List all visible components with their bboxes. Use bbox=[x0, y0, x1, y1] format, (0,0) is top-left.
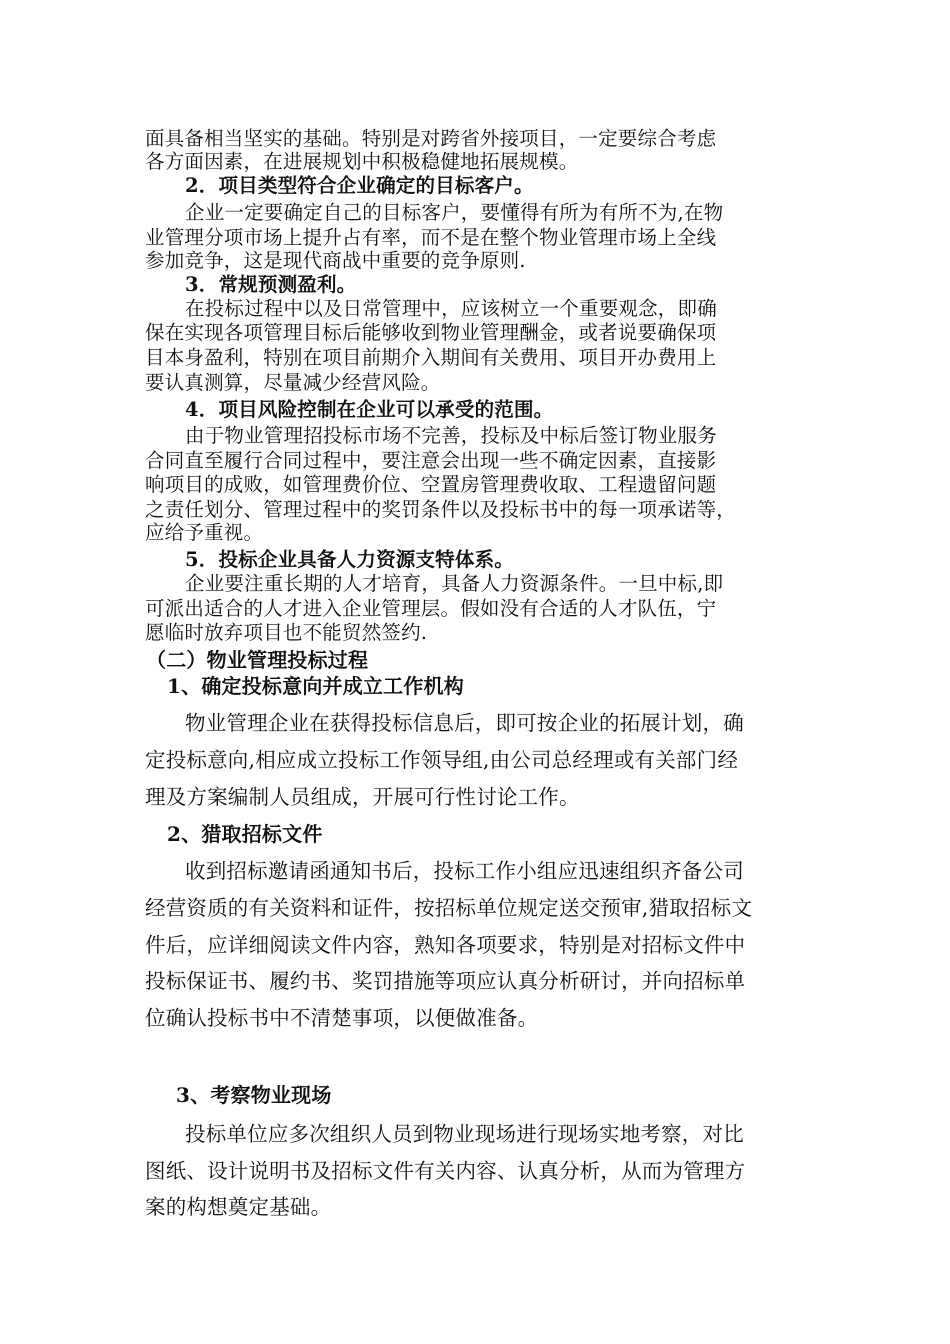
subsection-heading: 2、猎取招标文件 bbox=[167, 822, 323, 846]
text-line: 愿临时放弃项目也不能贸然签约. bbox=[145, 621, 428, 644]
text-line: 理及方案编制人员组成，开展可行性讨论工作。 bbox=[145, 785, 580, 809]
section-heading: 5．投标企业具备人力资源支特体系。 bbox=[185, 548, 514, 571]
text-line: 案的构想奠定基础。 bbox=[145, 1195, 332, 1219]
text-line: 由于物业管理招投标市场不完善，投标及中标后签订物业服务 bbox=[185, 424, 717, 447]
text-line: 目本身盈利，特别在项目前期介入期间有关费用、项目开办费用上 bbox=[145, 346, 717, 369]
text-line: 图纸、设计说明书及招标文件有关内容、认真分析，从而为管理方 bbox=[145, 1159, 746, 1183]
section-heading: 4．项目风险控制在企业可以承受的范围。 bbox=[185, 398, 554, 421]
text-line: 件后，应详细阅读文件内容，熟知各项要求，特别是对招标文件中 bbox=[145, 933, 746, 957]
text-line: 可派出适合的人才进入企业管理层。假如没有合适的人才队伍，宁 bbox=[145, 597, 717, 620]
section-heading: 2．项目类型符合企业确定的目标客户。 bbox=[185, 174, 534, 197]
text-line: 业管理分项市场上提升占有率，而不是在整个物业管理市场上全线 bbox=[145, 226, 717, 249]
text-line: 企业一定要确定自己的目标客户，要懂得有所为有所不为,在物 bbox=[185, 201, 724, 224]
text-line: 参加竞争，这是现代商战中重要的竞争原则. bbox=[145, 249, 526, 272]
text-line: 位确认投标书中不清楚事项，以便做准备。 bbox=[145, 1006, 539, 1030]
text-line: 收到招标邀请函通知书后，投标工作小组应迅速组织齐备公司 bbox=[185, 859, 744, 883]
text-line: 面具备相当坚实的基础。特别是对跨省外接项目，一定要综合考虑 bbox=[145, 127, 717, 150]
chapter-heading: （二）物业管理投标过程 bbox=[146, 648, 369, 672]
text-line: 应给予重视。 bbox=[145, 521, 264, 544]
text-line: 各方面因素，在进展规划中积极稳健地拓展规模。 bbox=[145, 150, 579, 173]
text-line: 合同直至履行合同过程中，要注意会出现一些不确定因素，直接影 bbox=[145, 449, 717, 472]
text-line: 要认真测算，尽量减少经营风险。 bbox=[145, 371, 441, 394]
text-line: 投标单位应多次组织人员到物业现场进行现场实地考察，对比 bbox=[185, 1122, 744, 1146]
subsection-heading: 1、确定投标意向并成立工作机构 bbox=[167, 674, 464, 698]
text-line: 定投标意向,相应成立投标工作领导组,由公司总经理或有关部门经 bbox=[145, 748, 739, 772]
text-line: 在投标过程中以及日常管理中，应该树立一个重要观念，即确 bbox=[185, 297, 717, 320]
text-line: 之责任划分、管理过程中的奖罚条件以及投标书中的每一项承诺等， bbox=[145, 498, 737, 521]
text-line: 经营资质的有关资料和证件，按招标单位规定送交预审,猎取招标文 bbox=[145, 896, 753, 920]
text-line: 物业管理企业在获得投标信息后，即可按企业的拓展计划，确 bbox=[185, 711, 744, 735]
text-line: 投标保证书、履约书、奖罚措施等项应认真分析研讨，并向招标单 bbox=[145, 969, 746, 993]
text-line: 保在实现各项管理目标后能够收到物业管理酬金，或者说要确保项 bbox=[145, 321, 717, 344]
text-line: 响项目的成败，如管理费价位、空置房管理费收取、工程遗留问题 bbox=[145, 473, 717, 496]
section-heading: 3．常规预测盈利。 bbox=[185, 273, 357, 296]
subsection-heading: 3、考察物业现场 bbox=[176, 1083, 332, 1107]
text-line: 企业要注重长期的人才培育，具备人力资源条件。一旦中标,即 bbox=[185, 572, 724, 595]
